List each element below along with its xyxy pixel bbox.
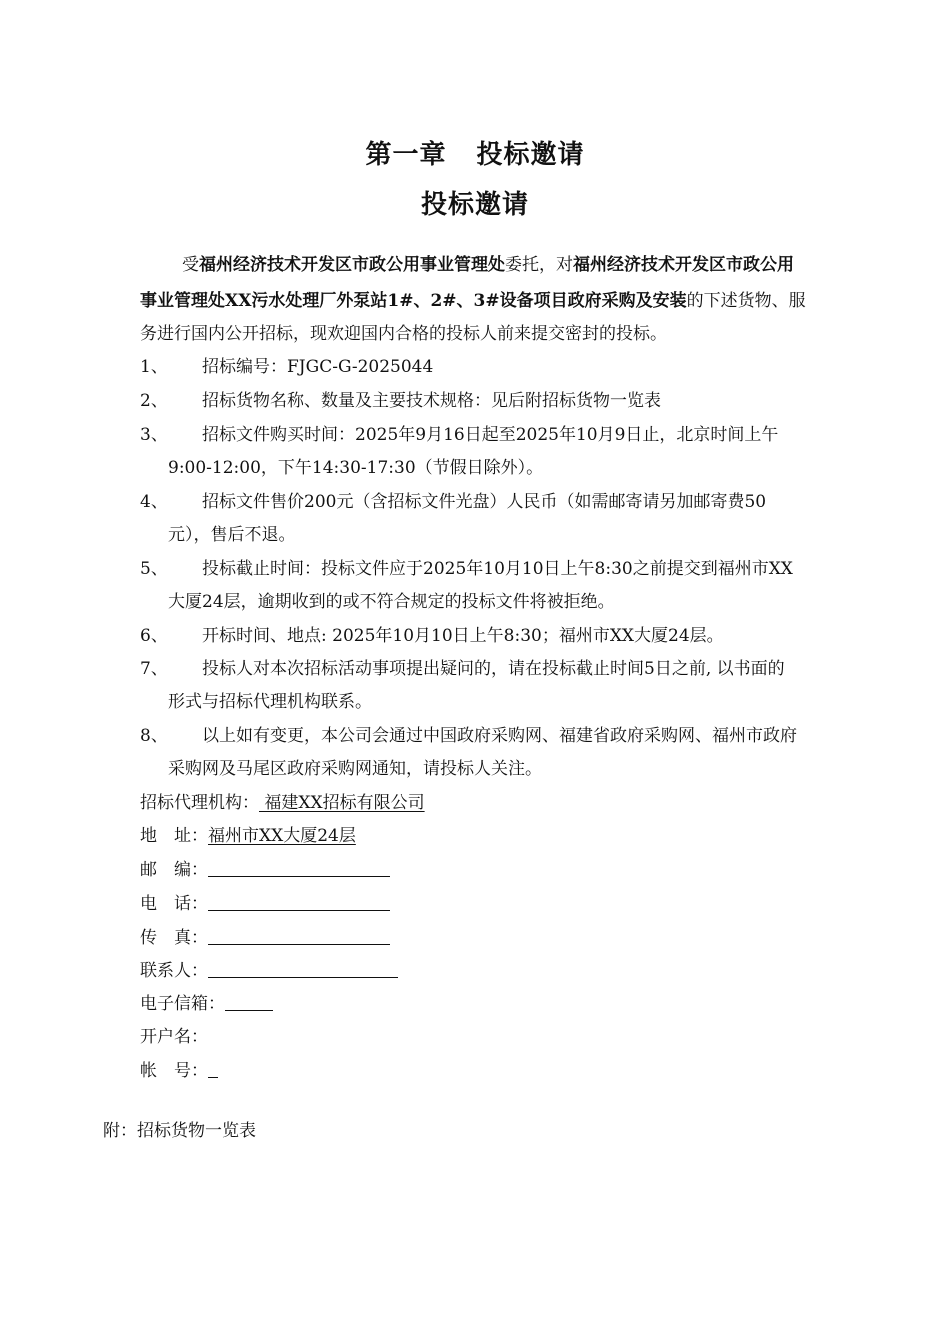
phone-row (140, 889, 390, 914)
agency-label: 招标代理机构： (140, 793, 259, 813)
item-text-continued: 采购网及马尾区政府采购网通知，请投标人关注。 (168, 759, 542, 779)
email-label: 电子信箱： (140, 994, 225, 1014)
account-number-row (140, 1056, 218, 1081)
postcode-row (140, 855, 390, 880)
account-number-blank (208, 1059, 218, 1078)
item-number: 1、 (140, 357, 168, 377)
postcode-blank (208, 858, 390, 877)
project-name-part-2: 事业管理处XX污水处理厂外泵站1#、2#、3#设备项目政府采购及安装 (140, 291, 687, 311)
agency-value: 福建XX招标有限公司 (259, 793, 425, 813)
chapter-heading (0, 134, 950, 171)
item-text-continued: 9:00-12:00，下午14:30-17:30（节假日除外）。 (168, 458, 544, 478)
item-text: 招标文件购买时间：2025年9月16日起至2025年10月9日止，北京时间上午 (202, 425, 779, 445)
item-text: 招标货物名称、数量及主要技术规格：见后附招标货物一览表 (202, 391, 661, 411)
phone-blank (208, 892, 390, 911)
agency-row (140, 788, 425, 813)
item-text-continued: 元），售后不退。 (168, 525, 296, 545)
fax-blank (208, 926, 390, 945)
item-text: 开标时间、地点: 2025年10月10日上午8:30；福州市XX大厦24层。 (202, 626, 724, 646)
address-label: 地 址： (140, 826, 208, 846)
intro-line-3: 务进行国内公开招标，现欢迎国内合格的投标人前来提交密封的投标。 (140, 324, 667, 344)
item-number: 2、 (140, 391, 168, 411)
address-value: 福州市XX大厦24层 (208, 826, 356, 846)
item-number: 8、 (140, 726, 168, 746)
item-text: 招标文件售价200元（含招标文件光盘）人民币（如需邮寄请另加邮寄费50 (202, 492, 767, 512)
email-row (140, 989, 273, 1014)
section-title: 投标邀请 (420, 190, 529, 220)
contact-person-label: 联系人： (140, 961, 208, 981)
item-number: 4、 (140, 492, 168, 512)
item-text: 投标人对本次招标活动事项提出疑问的，请在投标截止时间5日之前, 以书面的 (202, 659, 785, 679)
item-text-continued: 大厦24层，逾期收到的或不符合规定的投标文件将被拒绝。 (168, 592, 615, 612)
fax-row (140, 923, 390, 948)
account-number-label: 帐 号： (140, 1061, 208, 1081)
chapter-subtitle: 投标邀请 (476, 140, 585, 170)
entrusting-party: 福州经济技术开发区市政公用事业管理处 (199, 255, 505, 275)
chapter-title: 第一章 (365, 140, 447, 170)
intro-line-2: 事业管理处XX污水处理厂外泵站1#、2#、3#设备项目政府采购及安装的下述货物、服 (140, 291, 806, 311)
address-row (140, 821, 356, 846)
item-number: 5、 (140, 559, 168, 579)
item-number: 3、 (140, 425, 168, 445)
item-text: 招标编号：FJGC-G-2025044 (202, 357, 434, 377)
intro-line-1: 受福州经济技术开发区市政公用事业管理处委托，对福州经济技术开发区市政公用 (182, 255, 794, 275)
postcode-label: 邮 编： (140, 860, 208, 880)
phone-label: 电 话： (140, 894, 208, 914)
account-name-label: 开户名： (140, 1027, 208, 1047)
item-number: 6、 (140, 626, 168, 646)
contact-person-row (140, 956, 398, 981)
email-blank (225, 992, 273, 1011)
item-text: 以上如有变更，本公司会通过中国政府采购网、福建省政府采购网、福州市政府 (202, 726, 797, 746)
item-number: 7、 (140, 659, 168, 679)
contact-person-blank (208, 959, 398, 978)
item-text: 投标截止时间：投标文件应于2025年10月10日上午8:30之前提交到福州市XX (202, 559, 793, 579)
item-text-continued: 形式与招标代理机构联系。 (168, 692, 372, 712)
project-name-part-1: 福州经济技术开发区市政公用 (573, 255, 794, 275)
fax-label: 传 真： (140, 928, 208, 948)
account-name-row (140, 1022, 208, 1047)
appendix-note: 附：招标货物一览表 (103, 1121, 256, 1141)
